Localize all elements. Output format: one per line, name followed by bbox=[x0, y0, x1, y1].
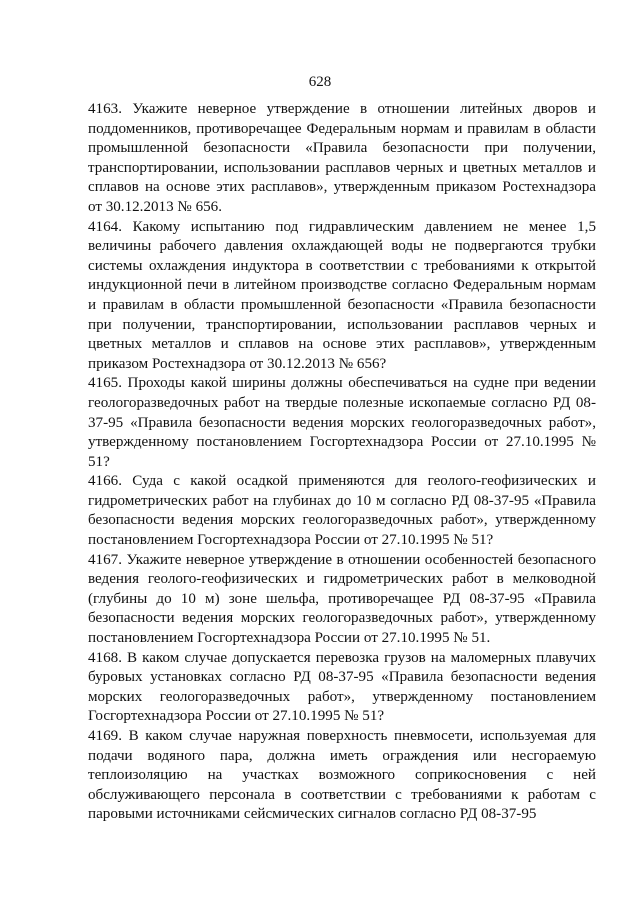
question-4165: 4165. Проходы какой ширины должны обеспечиваться на судне при ведении геологоразведочных работ на твердые полезные ископаемые согласно РД 08-37-95 «Правила безопасности ведения морских геологоразведочных работ», утвержденному постановлением Госгортехнадзора России от 27.10.1995 № 51? bbox=[88, 375, 596, 470]
questions-list bbox=[88, 100, 596, 825]
question-4169: 4169. В каком случае наружная поверхность пневмосети, используемая для подачи водяного пара, должна иметь ограждения или несгораемую теплоизоляцию на участках возможного соприкосновения с ней обслуживающего персонала в соответствии с требованиями к работам с паровыми источниками сейсмических сигналов согласно РД 08-37-95 bbox=[88, 728, 596, 823]
question-4163: 4163. Укажите неверное утверждение в отношении литейных дворов и поддоменников, противоречащее Федеральным нормам и правилам в области промышленной безопасности «Правила безопасности при получении, транспортировании, использовании расплавов черных и цветных металлов и сплавов на основе этих расплавов», утвержденным приказом Ростехнадзора от 30.12.2013 № 656. bbox=[88, 101, 596, 215]
question-4167: 4167. Укажите неверное утверждение в отношении особенностей безопасного ведения геолого-геофизических и гидрометрических работ в мелководной (глубины до 10 м) зоне шельфа, противоречащее РД 08-37-95 «Правила безопасности ведения морских геологоразведочных работ», утвержденному постановлением Госгортехнадзора России от 27.10.1995 № 51. bbox=[88, 551, 596, 647]
page-number: 628 bbox=[308, 74, 332, 90]
question-4168: 4168. В каком случае допускается перевозка грузов на маломерных плавучих буровых установках согласно РД 08-37-95 «Правила безопасности ведения морских геологоразведочных работ», утвержденному постановлением Госгортехнадзора России от 27.10.1995 № 51? bbox=[88, 649, 596, 725]
question-4166: 4166. Суда с какой осадкой применяются для геолого-геофизических и гидрометрических работ на глубинах до 10 м согласно РД 08-37-95 «Правила безопасности ведения морских геологоразведочных работ», утвержденному постановлением Госгортехнадзора России от 27.10.1995 № 51? bbox=[88, 473, 596, 549]
question-4164: 4164. Какому испытанию под гидравлическим давлением не менее 1,5 величины рабочего давления охлаждающей воды не подвергаются трубки системы охлаждения индуктора в соответствии с требованиями к открытой индукционной печи в литейном производстве согласно Федеральным нормам и правилам в области промышленной безопасности «Правила безопасности при получении, транспортировании, использовании расплавов черных и цветных металлов и сплавов на основе этих расплавов», утвержденным приказом Ростехнадзора от 30.12.2013 № 656? bbox=[88, 218, 596, 372]
